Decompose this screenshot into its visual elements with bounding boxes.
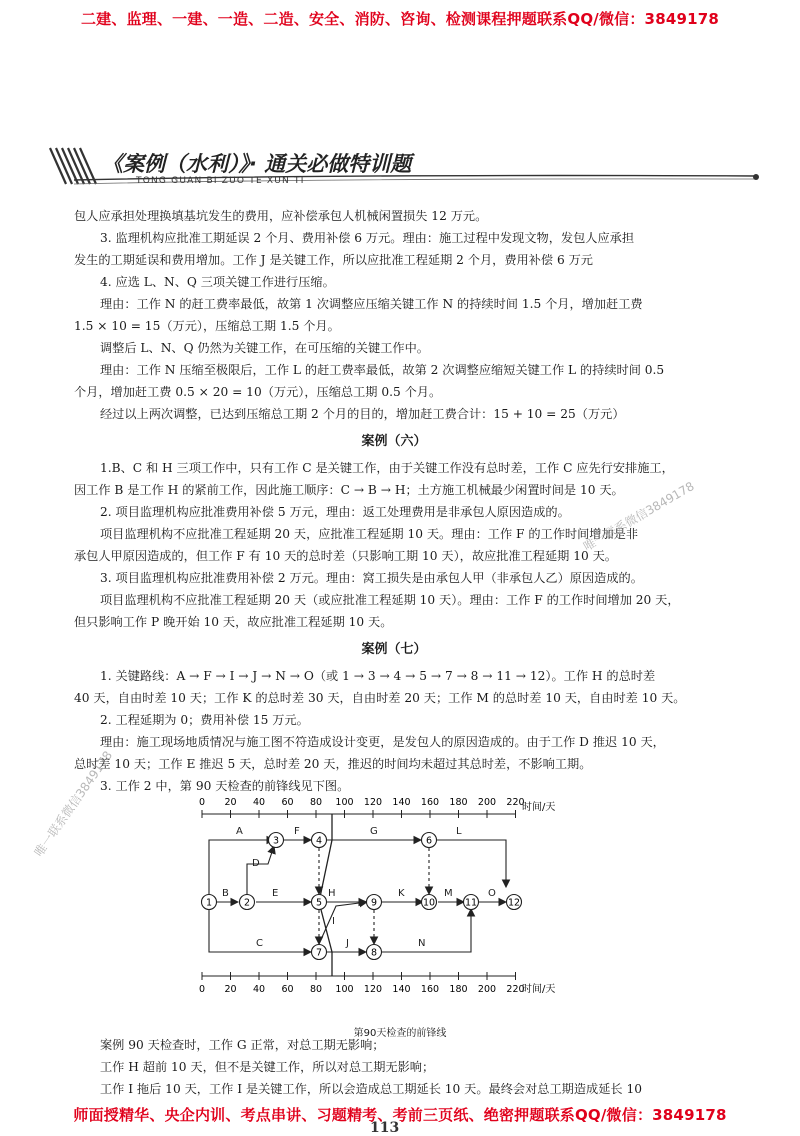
paragraph: 40 天，自由时差 10 天；工作 K 的总时差 30 天，自由时差 20 天；工作 M 的总时差 10 天，自由时差 10 天。: [74, 691, 686, 705]
activity-label: M: [444, 888, 453, 899]
page-header: [44, 140, 764, 196]
activity-label: H: [328, 888, 336, 899]
top-axis-label: 时间/天: [522, 802, 556, 813]
axis-tick-label: 40: [252, 797, 266, 808]
axis-tick-label: 200: [477, 984, 497, 995]
top-contact-banner: 二建、监理、一建、一造、二造、安全、消防、咨询、检测课程押题联系QQ/微信：3849178: [80, 10, 720, 28]
node-label: 7: [315, 947, 323, 959]
node-label: 2: [243, 897, 251, 909]
activity-label: G: [370, 826, 378, 837]
paragraph: 3. 监理机构应批准工期延误 2 个月、费用补偿 6 万元。理由：施工过程中发现文物，发包人应承担: [100, 231, 635, 245]
paragraph: 包人应承担处理换填基坑发生的费用，应补偿承包人机械闲置损失 12 万元。: [74, 209, 488, 223]
activity-label: F: [294, 826, 300, 837]
paragraph: 项目监理机构不应批准工程延期 20 天（或应批准工程延期 10 天）。理由：工作 F 的工作时间增加 20 天，: [100, 593, 680, 607]
activity-labels: [222, 826, 496, 949]
axis-tick-label: 40: [252, 984, 266, 995]
node-label: 10: [422, 897, 436, 909]
network-diagram-svg: [186, 794, 586, 1024]
paragraph: 因工作 B 是工作 H 的紧前工作，因此施工顺序：C → B → H；土方施工机械最少闲置时间是 10 天。: [74, 483, 624, 497]
activity-label: B: [222, 888, 229, 899]
watermark: 唯一联系微信3849178: [31, 748, 116, 860]
activity-label: A: [236, 826, 243, 837]
paragraph: 4. 应选 L、N、Q 三项关键工作进行压缩。: [100, 275, 335, 289]
paragraph: 承包人甲原因造成的，但工作 F 有 10 天的总时差（只影响工期 10 天），故应批准工程延期 10 天。: [74, 549, 617, 563]
paragraph: 理由：工作 N 的赶工费率最低，故第 1 次调整应压缩关键工作 N 的持续时间 1.5 个月，增加赶工费: [100, 297, 643, 311]
paragraph: 工作 I 拖后 10 天，工作 I 是关键工作，所以会造成总工期延长 10 天。最终会对总工期造成延长 10: [100, 1082, 642, 1096]
paragraph: 3. 工作 2 中，第 90 天检查的前锋线见下图。: [100, 779, 350, 793]
bottom-contact-banner: 师面授精华、央企内训、考点串讲、习题精考、考前三页纸、绝密押题联系QQ/微信：3849178: [73, 1106, 727, 1124]
activity-label: E: [272, 888, 279, 899]
node-label: 12: [507, 897, 521, 909]
node-label: 9: [370, 897, 378, 909]
activity-a-arrow: [209, 840, 274, 894]
after-diagram-text: [74, 1034, 734, 1100]
activity-label: I: [332, 916, 335, 927]
case7-title: 案例（七）: [361, 642, 427, 657]
axis-tick-label: 180: [449, 984, 468, 995]
activity-n-arrow: [382, 909, 471, 952]
watermark: 唯一联系微信3849178: [581, 479, 697, 554]
axis-tick-label: 160: [420, 984, 440, 995]
network-nodes: [202, 833, 522, 960]
header-title: 《案例（水利）》· 通关必做特训题: [102, 152, 412, 176]
node-label: 3: [272, 835, 280, 847]
page-number: 113: [370, 1120, 400, 1136]
bottom-axis-ticks: [199, 972, 525, 995]
activity-label: K: [398, 888, 405, 899]
node-label: 11: [464, 897, 478, 909]
activity-label: D: [252, 858, 260, 869]
paragraph: 经过以上两次调整，已达到压缩总工期 2 个月的目的，增加赶工费合计：15 + 10 = 25（万元）: [100, 407, 625, 421]
axis-tick-label: 20: [224, 984, 237, 995]
paragraph: 发生的工期延误和费用增加。工作 J 是关键工作，所以应批准工程延期 2 个月，费用补偿 6 万元: [74, 253, 593, 267]
node-label: 1: [205, 897, 213, 909]
paragraph: 个月，增加赶工费 0.5 × 20 = 10（万元），压缩总工期 0.5 个月。: [74, 385, 442, 399]
paragraph: 2. 项目监理机构应批准费用补偿 5 万元，理由：返工处理费用是非承包人原因造成的。: [100, 505, 570, 519]
main-content: [74, 205, 714, 797]
node-label: 6: [425, 835, 433, 847]
axis-tick-label: 0: [198, 984, 206, 995]
header-subtitle: TONG GUAN BI ZUO TE XUN TI: [136, 176, 305, 186]
paragraph: 2. 工程延期为 0；费用补偿 15 万元。: [100, 713, 309, 727]
axis-tick-label: 100: [335, 984, 354, 995]
paragraph: 但只影响工作 P 晚开始 10 天，故应批准工程延期 10 天。: [74, 615, 393, 629]
activity-label: N: [418, 938, 426, 949]
activity-label: O: [488, 888, 496, 899]
paragraph: 案例 90 天检查时，工作 G 正常，对总工期无影响；: [100, 1038, 385, 1052]
diagram-caption: 第90天检查的前锋线: [353, 1028, 447, 1039]
axis-tick-label: 80: [309, 797, 323, 808]
axis-tick-label: 120: [363, 984, 383, 995]
axis-tick-label: 220: [506, 984, 525, 995]
axis-tick-label: 220: [506, 797, 525, 808]
paragraph: 理由：施工现场地质情况与施工图不符造成设计变更，是发包人的原因造成的。由于工作 D 推迟 10 天，: [100, 735, 665, 749]
node-label: 5: [315, 897, 323, 909]
paragraph: 工作 H 超前 10 天，但不是关键工作，所以对总工期无影响；: [100, 1060, 435, 1074]
paragraph: 1.5 × 10 = 15（万元），压缩总工期 1.5 个月。: [74, 319, 340, 333]
paragraph: 理由：工作 N 压缩至极限后，工作 L 的赶工费率最低，故第 2 次调整应缩短关键工作 L 的持续时间 0.5: [100, 363, 665, 377]
paragraph: 1.B、C 和 H 三项工作中，只有工作 C 是关键工作，由于关键工作没有总时差，工作 C 应先行安排施工，: [100, 461, 674, 475]
bottom-axis-label: 时间/天: [522, 984, 556, 995]
axis-tick-label: 200: [477, 797, 497, 808]
paragraph: 总时差 10 天；工作 E 推迟 5 天，总时差 20 天，推迟的时间均未超过其总时差，不影响工期。: [74, 757, 592, 771]
axis-tick-label: 140: [392, 984, 411, 995]
activity-i-arrow: [319, 902, 367, 944]
axis-tick-label: 20: [224, 797, 237, 808]
axis-tick-label: 60: [281, 984, 294, 995]
paragraph: 3. 项目监理机构应批准费用补偿 2 万元。理由：窝工损失是由承包人甲（非承包人乙）原因造成的。: [100, 571, 643, 585]
axis-tick-label: 180: [449, 797, 468, 808]
axis-tick-label: 0: [198, 797, 206, 808]
top-axis-ticks: [199, 797, 525, 818]
activity-label: J: [346, 938, 349, 949]
case6-title: 案例（六）: [361, 434, 427, 449]
node-label: 8: [370, 947, 378, 959]
axis-tick-label: 120: [363, 797, 383, 808]
axis-tick-label: 60: [281, 797, 294, 808]
paragraph: 1. 关键路线：A → F → I → J → N → O（或 1 → 3 → 4 → 5 → 7 → 8 → 11 → 12）。工作 H 的总时差: [100, 669, 656, 683]
activity-d-arrow: [247, 846, 274, 896]
axis-tick-label: 100: [335, 797, 354, 808]
axis-tick-label: 140: [392, 797, 411, 808]
network-diagram: [186, 794, 586, 1024]
axis-tick-label: 160: [420, 797, 440, 808]
paragraph: 调整后 L、N、Q 仍然为关键工作，在可压缩的关键工作中。: [100, 341, 429, 355]
axis-tick-label: 80: [309, 984, 323, 995]
node-label: 4: [315, 835, 323, 847]
activity-label: C: [256, 938, 263, 949]
activity-label: L: [456, 826, 462, 837]
activity-l-arrow: [436, 840, 506, 887]
paragraph: 项目监理机构不应批准工程延期 20 天，应批准工程延期 10 天。理由：工作 F 的工作时间增加是非: [100, 527, 639, 541]
activity-arrows: [209, 840, 506, 952]
